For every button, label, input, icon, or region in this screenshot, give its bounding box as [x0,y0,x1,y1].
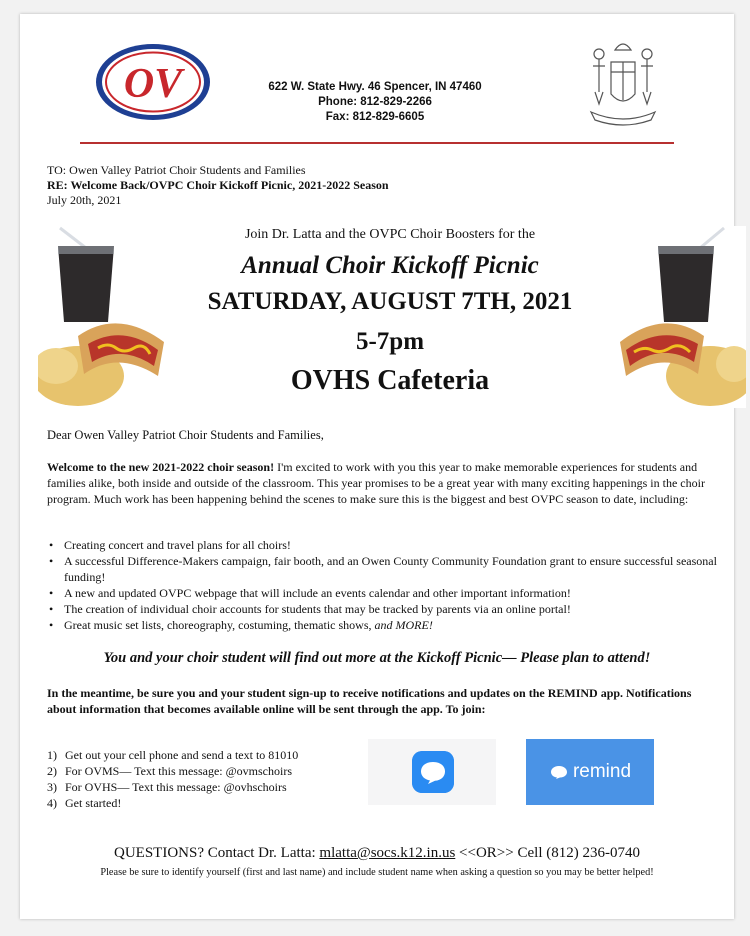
step-text: For OVHS— Text this message: @ovhschoirs [65,780,287,794]
step-number: 4) [47,796,57,810]
list-item: • A new and updated OVPC webpage that will include an events calendar and other important information! [47,585,717,601]
event-title: Annual Choir Kickoff Picnic [241,252,539,279]
step-text: Get started! [65,796,122,810]
event-invite: Join Dr. Latta and the OVPC Choir Boosters for the [244,227,536,242]
step-number: 1) [47,748,57,762]
remind-cloud-icon [549,765,569,779]
event-date: SATURDAY, AUGUST 7TH, 2021 [207,288,573,315]
list-item: • Creating concert and travel plans for all choirs! [47,537,717,553]
picnic-food-image-left [38,226,168,408]
remind-logo [526,739,654,805]
contact-email-link[interactable]: mlatta@socs.k12.in.us [319,845,456,861]
memo-block [47,163,389,208]
address-line: 622 W. State Hwy. 46 Spencer, IN 47460 [268,81,482,93]
memo-date: July 20th, 2021 [47,193,122,207]
step-text: For OVMS— Text this message: @ovmschoirs [65,764,292,778]
footnote: Please be sure to identify yourself (first and last name) and include student name when asking a question so you may be better helped! [100,867,654,878]
list-item [47,747,298,763]
contact-line [40,845,714,862]
list-item-text: Great music set lists, choreography, costuming, thematic shows, [64,618,375,632]
step-text: Get out your cell phone and send a text to 81010 [65,748,299,762]
flyer-page [20,14,734,919]
remind-instructions: In the meantime, be sure you and your student sign-up to receive notifications and updates on the REMIND app. Notifications about information that becomes available online will be sent through the app. To join: [47,686,692,716]
memo-to: TO: Owen Valley Patriot Choir Students and Families [47,163,306,177]
list-item [47,795,298,811]
fax-line: Fax: 812-829-6605 [325,111,425,123]
questions-prefix: QUESTIONS? Contact Dr. Latta: [114,845,320,861]
list-item: • The creation of individual choir accounts for students that may be tracked by parents via an online portal! [47,601,717,617]
join-steps-list [47,747,298,811]
picnic-food-image-right [616,226,746,408]
list-item [47,763,298,779]
highlights-list [47,537,717,633]
contact-cell: Cell (812) 236-0740 [517,845,640,861]
letter-intro [47,459,707,507]
letter-greeting: Dear Owen Valley Patriot Choir Students and Families, [47,428,324,442]
list-item: • A successful Difference-Makers campaign, fair booth, and an Owen County Community Foundation grant to ensure successful seasonal funding! [47,553,717,585]
list-item-emphasis: and MORE! [374,618,433,632]
or-separator: <<OR>> [455,845,518,861]
ov-logo [94,42,212,122]
school-crest-icon [585,32,661,128]
step-number: 3) [47,780,57,794]
school-address [260,80,490,125]
remind-wordmark: remind [572,761,632,782]
intro-bold: Welcome to the new 2021-2022 choir season! [47,460,275,474]
call-to-action: You and your choir student will find out more at the Kickoff Picnic— Please plan to attend! [103,650,651,666]
ov-logo-text: OV [123,61,183,107]
list-item [47,617,717,633]
header-divider [80,142,674,144]
event-time: 5-7pm [355,328,425,355]
list-item [47,779,298,795]
step-number: 2) [47,764,57,778]
remind-app-icon [412,751,454,793]
phone-line: Phone: 812-829-2266 [318,96,432,108]
event-location: OVHS Cafeteria [290,365,490,396]
intro-text: I'm excited to work with you this year to make memorable experiences for students and families alike, both inside and outside of the classroom. This year promises to be a great year with many exciting happenings in the choir program. Much work has been happening behind the scenes to make sure this is the biggest and best OVPC season to date, including: [47,460,705,506]
memo-re: RE: Welcome Back/OVPC Choir Kickoff Picnic, 2021-2022 Season [47,178,389,192]
